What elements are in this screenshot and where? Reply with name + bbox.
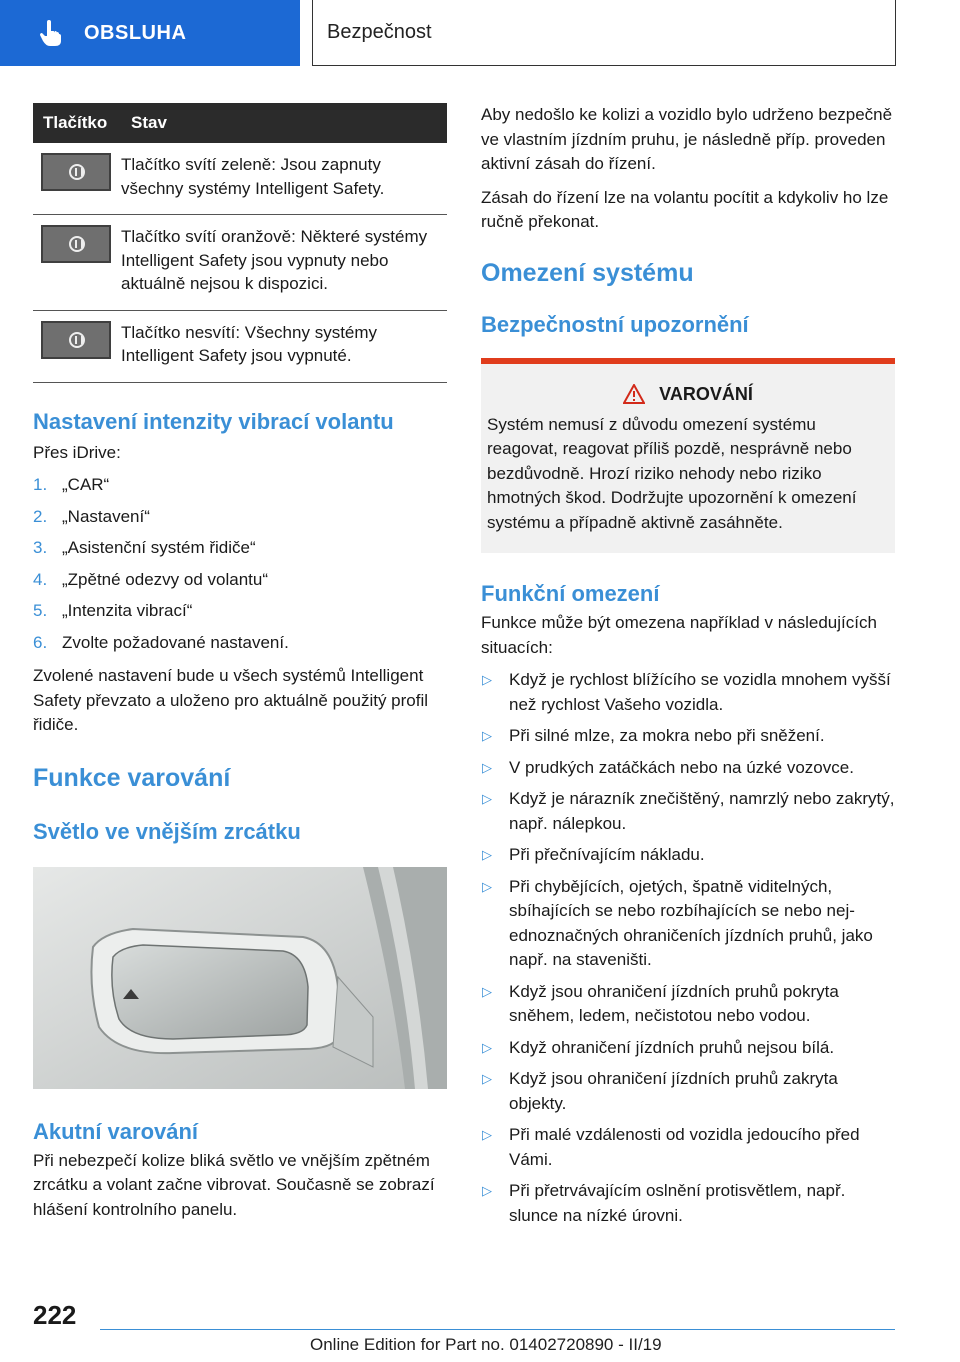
bullet-arrow-icon: ▷ bbox=[482, 759, 492, 775]
section-label: OBSLUHA bbox=[84, 21, 187, 44]
page-title: Bezpečnost bbox=[312, 0, 896, 66]
safety-notes-heading: Bezpečnostní upozornění bbox=[481, 311, 749, 337]
footer-divider bbox=[100, 1329, 895, 1330]
table-header-row bbox=[33, 103, 447, 143]
mirror-light-heading: Světlo ve vnějším zrcátku bbox=[33, 818, 301, 844]
col-state-header: Stav bbox=[121, 103, 447, 143]
col-button-header: Tlačítko bbox=[33, 103, 121, 143]
table-row bbox=[33, 143, 447, 215]
bullet-arrow-icon: ▷ bbox=[482, 1071, 492, 1086]
list-item: ▷ Při přečnívajícím nákladu. bbox=[481, 843, 895, 868]
limits-list bbox=[481, 668, 895, 1228]
acute-warning-heading: Akutní varování bbox=[33, 1118, 199, 1144]
side-mirror-illustration bbox=[33, 867, 447, 1089]
system-limits-heading: Omezení systému bbox=[481, 258, 694, 287]
list-item: 4. „Zpětné odezvy od volantu“ bbox=[33, 569, 269, 589]
state-cell: Tlačítko nesvítí: Všechny systémy Intelligent Safety jsou vypnuté. bbox=[121, 310, 447, 382]
list-item: ▷ Když ohraničení jízdních pruhů nejsou bílá. bbox=[481, 1036, 895, 1061]
list-item: ▷ Při chybějících, ojetých, špatně viditelných, sbíhajících se nebo rozbíhajících se nebo nejednoznačných ohraničeních jízdních pruhů, jako např. na staveništi. bbox=[482, 876, 873, 969]
vibration-note: Zvolené nastavení bude u všech systémů Intelligent Safety převzato a uloženo pro aktuálně použitý profil řidiče. bbox=[33, 666, 429, 734]
button-state-table bbox=[33, 103, 447, 383]
list-item: 5. „Intenzita vibrací“ bbox=[33, 601, 193, 620]
functional-limits-heading: Funkční omezení bbox=[481, 581, 660, 606]
step-list bbox=[33, 473, 447, 662]
list-item: ▷ Když jsou ohraničení jízdních pruhů pokryta sněhem, ledem, nečistotou nebo vodou. bbox=[482, 981, 839, 1025]
table-row bbox=[33, 310, 447, 382]
right-column bbox=[481, 103, 895, 1235]
list-item: ▷ Při přetrvávajícím oslnění protisvětlem, např. slunce na nízké úrovni. bbox=[482, 1181, 846, 1225]
warning-title: VAROVÁNÍ bbox=[659, 383, 753, 404]
list-item: ▷ Když je rychlost blížícího se vozidla mnohem vyšší než rychlost Vašeho vozidla. bbox=[482, 670, 891, 714]
acute-warning-text: Při nebezpečí kolize bliká světlo ve vnějším zpětném zrcátku a volant začne vibrovat. Současně se zobrazí hlášení kontrolního panelu. bbox=[33, 1150, 435, 1219]
safety-button-icon bbox=[41, 153, 111, 191]
section-tab[interactable] bbox=[0, 0, 300, 66]
list-item: 6. Zvolte požadované nastavení. bbox=[33, 632, 289, 652]
bullet-arrow-icon: ▷ bbox=[482, 983, 492, 999]
left-column bbox=[33, 103, 447, 1222]
vibration-heading: Nastavení intenzity vibrací volantu bbox=[33, 408, 394, 434]
bullet-arrow-icon: ▷ bbox=[482, 672, 492, 687]
vibration-intro: Přes iDrive: bbox=[33, 442, 121, 462]
bullet-arrow-icon: ▷ bbox=[482, 1039, 492, 1055]
edition-note: Online Edition for Part no. 01402720890 - II/19 bbox=[310, 1335, 662, 1354]
state-cell: Tlačítko svítí zeleně: Jsou zapnuty všechny systémy Intelligent Safety. bbox=[121, 143, 447, 215]
hand-icon bbox=[40, 20, 62, 46]
list-item: 3. „Asistenční systém řidiče“ bbox=[33, 538, 256, 557]
bullet-arrow-icon: ▷ bbox=[482, 847, 492, 862]
intervention-text: Aby nedošlo ke kolizi a vozidlo bylo udrženo bezpečně ve vlastním jízdním pruhu, je následně příp. proveden aktivní zásah do řízení. bbox=[481, 105, 893, 173]
list-item: ▷ V prudkých zatáčkách nebo na úzké vozovce. bbox=[481, 756, 895, 781]
bullet-arrow-icon: ▷ bbox=[482, 1183, 492, 1198]
safety-button-icon bbox=[41, 321, 111, 359]
functional-intro: Funkce může být omezena například v následujících situacích: bbox=[481, 613, 877, 657]
list-item: 2. „Nastavení“ bbox=[33, 506, 150, 526]
page-number: 222 bbox=[33, 1300, 77, 1330]
warning-box bbox=[481, 358, 895, 554]
bullet-arrow-icon: ▷ bbox=[482, 791, 492, 806]
list-item: 1. „CAR“ bbox=[33, 475, 110, 494]
list-item: ▷ Při malé vzdálenosti od vozidla jedoucího před Vámi. bbox=[482, 1125, 860, 1169]
list-item: ▷ Když je nárazník znečištěný, namrzlý nebo zakrytý, např. nálepkou. bbox=[482, 789, 895, 833]
mirror-image bbox=[33, 867, 447, 1089]
state-cell: Tlačítko svítí oranžově: Některé systémy Intelligent Safety jsou vypnuty nebo aktuálně nejsou k dispozici. bbox=[121, 215, 447, 311]
list-item: ▷ Při silné mlze, za mokra nebo při sněžení. bbox=[481, 724, 895, 749]
table-row bbox=[33, 215, 447, 311]
warning-triangle-icon bbox=[623, 384, 645, 404]
bullet-arrow-icon: ▷ bbox=[482, 1127, 492, 1142]
warning-functions-heading: Funkce varování bbox=[33, 763, 231, 792]
warning-text: Systém nemusí z důvodu omezení systému reagovat, reagovat příliš pozdě, nesprávně nebo bezdůvodně. Hrozí riziko nehody nebo riziko hmotných škod. Dodržujte upozornění k omezení systému a případně aktivně zasáhněte. bbox=[487, 414, 857, 532]
safety-button-icon bbox=[41, 225, 111, 263]
list-item: ▷ Když jsou ohraničení jízdních pruhů zakryta objekty. bbox=[482, 1069, 838, 1113]
bullet-arrow-icon: ▷ bbox=[482, 878, 492, 894]
bullet-arrow-icon: ▷ bbox=[482, 728, 492, 743]
steering-text: Zásah do řízení lze na volantu pocítit a kdykoliv ho lze ručně překonat. bbox=[481, 187, 889, 231]
